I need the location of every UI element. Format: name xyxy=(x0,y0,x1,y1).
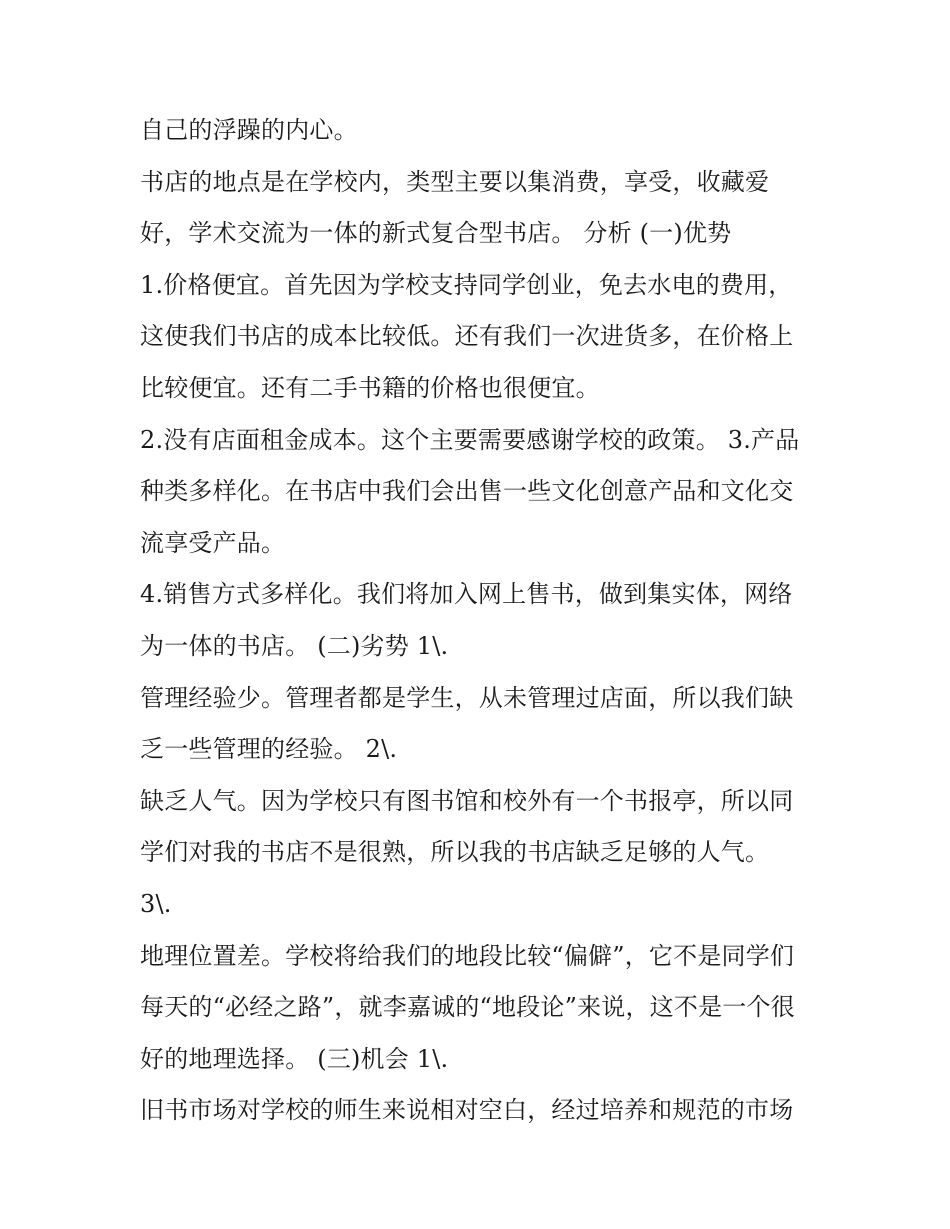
text-line: 3\. xyxy=(140,889,172,918)
text-line: 书店的地点是在学校内，类型主要以集消费，享受，收藏爱 xyxy=(140,167,770,196)
text-line: 为一体的书店。 (二)劣势 1\. xyxy=(140,631,449,660)
text-line: 4.销售方式多样化。我们将加入网上售书，做到集实体，网络 xyxy=(140,580,793,609)
text-line: 流享受产品。 xyxy=(140,528,286,557)
text-line: 每天的“必经之路”，就李嘉诚的“地段论”来说，这不是一个很 xyxy=(140,993,795,1022)
text-line: 1.价格便宜。首先因为学校支持同学创业，免去水电的费用， xyxy=(140,270,793,299)
body-text xyxy=(140,108,820,1140)
text-line: 种类多样化。在书店中我们会出售一些文化创意产品和文化交 xyxy=(140,477,794,506)
text-line: 学们对我的书店不是很熟，所以我的书店缺乏足够的人气。 xyxy=(140,838,770,867)
text-line: 比较便宜。还有二手书籍的价格也很便宜。 xyxy=(140,373,600,402)
text-line: 乏一些管理的经验。 2\. xyxy=(140,735,398,764)
text-line: 旧书市场对学校的师生来说相对空白，经过培养和规范的市场 xyxy=(140,1096,794,1125)
text-line: 2.没有店面租金成本。这个主要需要感谢学校的政策。 3.产品 xyxy=(140,425,800,454)
text-line: 缺乏人气。因为学校只有图书馆和校外有一个书报亭，所以同 xyxy=(140,786,794,815)
text-line: 这使我们书店的成本比较低。还有我们一次进货多，在价格上 xyxy=(140,322,794,351)
text-line: 自己的浮躁的内心。 xyxy=(140,116,358,144)
text-line: 管理经验少。管理者都是学生，从未管理过店面，所以我们缺 xyxy=(140,683,794,712)
text-line: 好，学术交流为一体的新式复合型书店。 分析 (一)优势 xyxy=(140,219,732,248)
text-line: 好的地理选择。 (三)机会 1\. xyxy=(140,1044,449,1073)
text-line: 地理位置差。学校将给我们的地段比较“偏僻”，它不是同学们 xyxy=(140,941,795,970)
